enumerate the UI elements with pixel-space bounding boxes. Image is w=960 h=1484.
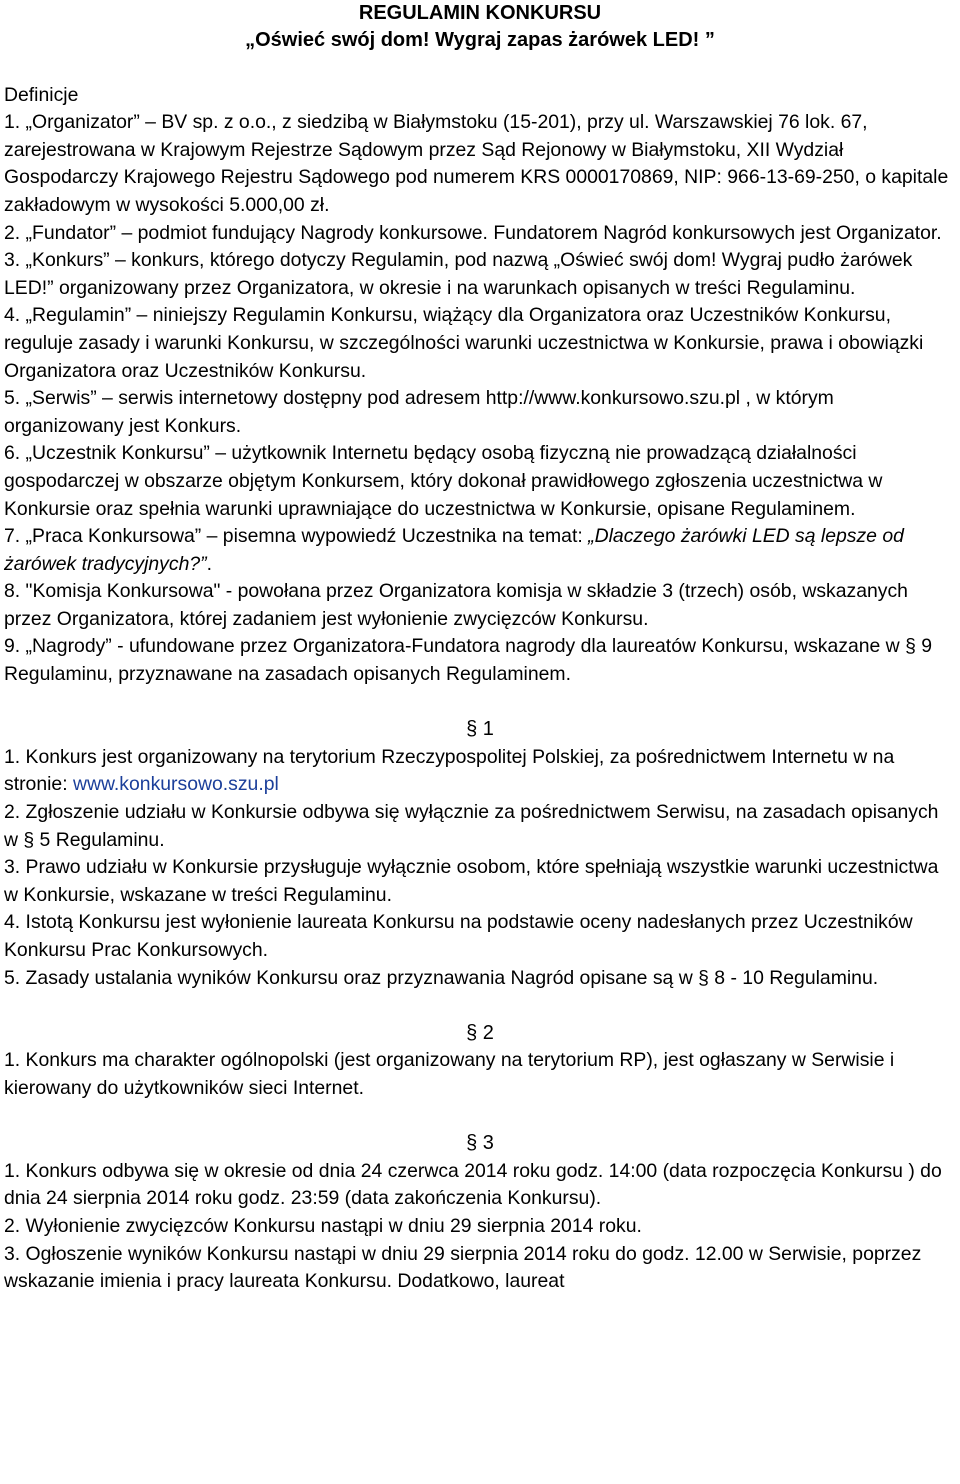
section-1-heading: § 1: [466, 718, 494, 741]
definition-item: 5. „Serwis” – serwis internetowy dostępny pod adresem http://www.konkursowo.szu.pl , w którym organizowany jest Konkurs.: [4, 387, 834, 437]
section-2-heading: § 2: [466, 1021, 494, 1044]
definition-item-7: [4, 523, 956, 578]
definition-item: 6. „Uczestnik Konkursu” – użytkownik Internetu będący osobą fizyczną nie prowadzącą działalności gospodarczej w obszarze objętym Konkursem, który dokonał prawidłowego zgłoszenia uczestnictwa w Konkursie oraz spełnia warunki uprawniające do uczestnictwa w Konkursie, opisane Regulaminem.: [4, 442, 883, 520]
section-item: 5. Zasady ustalania wyników Konkursu oraz przyznawania Nagród opisane są w § 8 - 10 Regulaminu.: [4, 966, 879, 989]
section-item: 1. Konkurs odbywa się w okresie od dnia 24 czerwca 2014 roku godz. 14:00 (data rozpoczęcia Konkursu ) do dnia 24 sierpnia 2014 roku godz. 23:59 (data zakończenia Konkursu).: [4, 1159, 942, 1210]
definition-item-7-suffix: .: [206, 552, 212, 575]
section-3-heading: § 3: [466, 1132, 494, 1155]
definition-item-7-topic: „Dlaczego żarówki LED są lepsze od żarówek tradycyjnych?”: [4, 525, 904, 575]
section-item: 3. Ogłoszenie wyników Konkursu nastąpi w dniu 29 sierpnia 2014 roku do godz. 12.00 w Serwisie, poprzez wskazanie imienia i pracy laureata Konkursu. Dodatkowo, laureat: [4, 1242, 922, 1293]
section-item: 3. Prawo udziału w Konkursie przysługuje wyłącznie osobom, które spełniają wszystkie warunki uczestnictwa w Konkursie, wskazane w treści Regulaminu.: [4, 856, 939, 906]
section-item: 1. Konkurs ma charakter ogólnopolski (jest organizowany na terytorium RP), jest ogłaszany w Serwisie i kierowany do użytkowników sieci Internet.: [4, 1049, 895, 1099]
section-item: 2. Wyłonienie zwycięzców Konkursu nastąpi w dniu 29 sierpnia 2014 roku.: [4, 1214, 642, 1237]
title-line-1: REGULAMIN KONKURSU: [358, 2, 602, 24]
definition-item-7-prefix: 7. „Praca Konkursowa” – pisemna wypowiedź Uczestnika na temat:: [4, 525, 589, 548]
definition-item: 1. „Organizator” – BV sp. z o.o., z siedzibą w Białymstoku (15-201), przy ul. Warszawskiej 76 lok. 67, zarejestrowana w Krajowym Rejestrze Sądowym przez Sąd Rejonowy w Białymstoku, XII Wydział Gospodarczy Krajowego Rejestru Sądowego pod numerem KRS 0000170869, NIP: 966-13-69-250, o kapitale zakładowym w wysokości 5.000,00 zł.: [4, 111, 949, 216]
section-1-item-1-text: 1. Konkurs jest organizowany na terytorium Rzeczypospolitej Polskiej, za pośrednictwem Internetu w na stronie:: [4, 745, 895, 796]
website-link[interactable]: www.konkursowo.szu.pl: [72, 773, 279, 796]
section-2: [4, 1020, 956, 1103]
section-3: [4, 1130, 956, 1296]
definitions-section: [4, 82, 956, 689]
document-title: [4, 0, 956, 54]
section-1-item-1: [4, 744, 956, 799]
definition-item: 2. „Fundator” – podmiot fundujący Nagrody konkursowe. Fundatorem Nagród konkursowych jest Organizator.: [4, 221, 942, 244]
section-item: 2. Zgłoszenie udziału w Konkursie odbywa się wyłącznie za pośrednictwem Serwisu, na zasadach opisanych w § 5 Regulaminu.: [4, 801, 939, 851]
definition-item: 8. "Komisja Konkursowa" - powołana przez Organizatora komisja w składzie 3 (trzech) osób, wskazanych przez Organizatora, której zadaniem jest wyłonienie zwycięzców Konkursu.: [4, 580, 908, 630]
section-item: 4. Istotą Konkursu jest wyłonienie laureata Konkursu na podstawie oceny nadesłanych przez Uczestników Konkursu Prac Konkursowych.: [4, 911, 913, 961]
definitions-heading: Definicje: [4, 83, 79, 106]
definition-item: 3. „Konkurs” – konkurs, którego dotyczy Regulamin, pod nazwą „Oświeć swój dom! Wygraj pudło żarówek LED!” organizowany przez Organizatora, w okresie i na warunkach opisanych w treści Regulaminu.: [4, 249, 913, 299]
section-1: [4, 716, 956, 992]
title-line-2: „Oświeć swój dom! Wygraj zapas żarówek LED! ”: [245, 29, 715, 51]
definition-item: 4. „Regulamin” – niniejszy Regulamin Konkursu, wiążący dla Organizatora oraz Uczestników Konkursu, reguluje zasady i warunki Konkursu, w szczególności warunki uczestnictwa w Konkursie, prawa i obowiązki Organizatora oraz Uczestników Konkursu.: [4, 304, 924, 382]
definition-item: 9. „Nagrody” - ufundowane przez Organizatora-Fundatora nagrody dla laureatów Konkursu, wskazane w § 9 Regulaminu, przyznawane na zasadach opisanych Regulaminem.: [4, 635, 933, 686]
